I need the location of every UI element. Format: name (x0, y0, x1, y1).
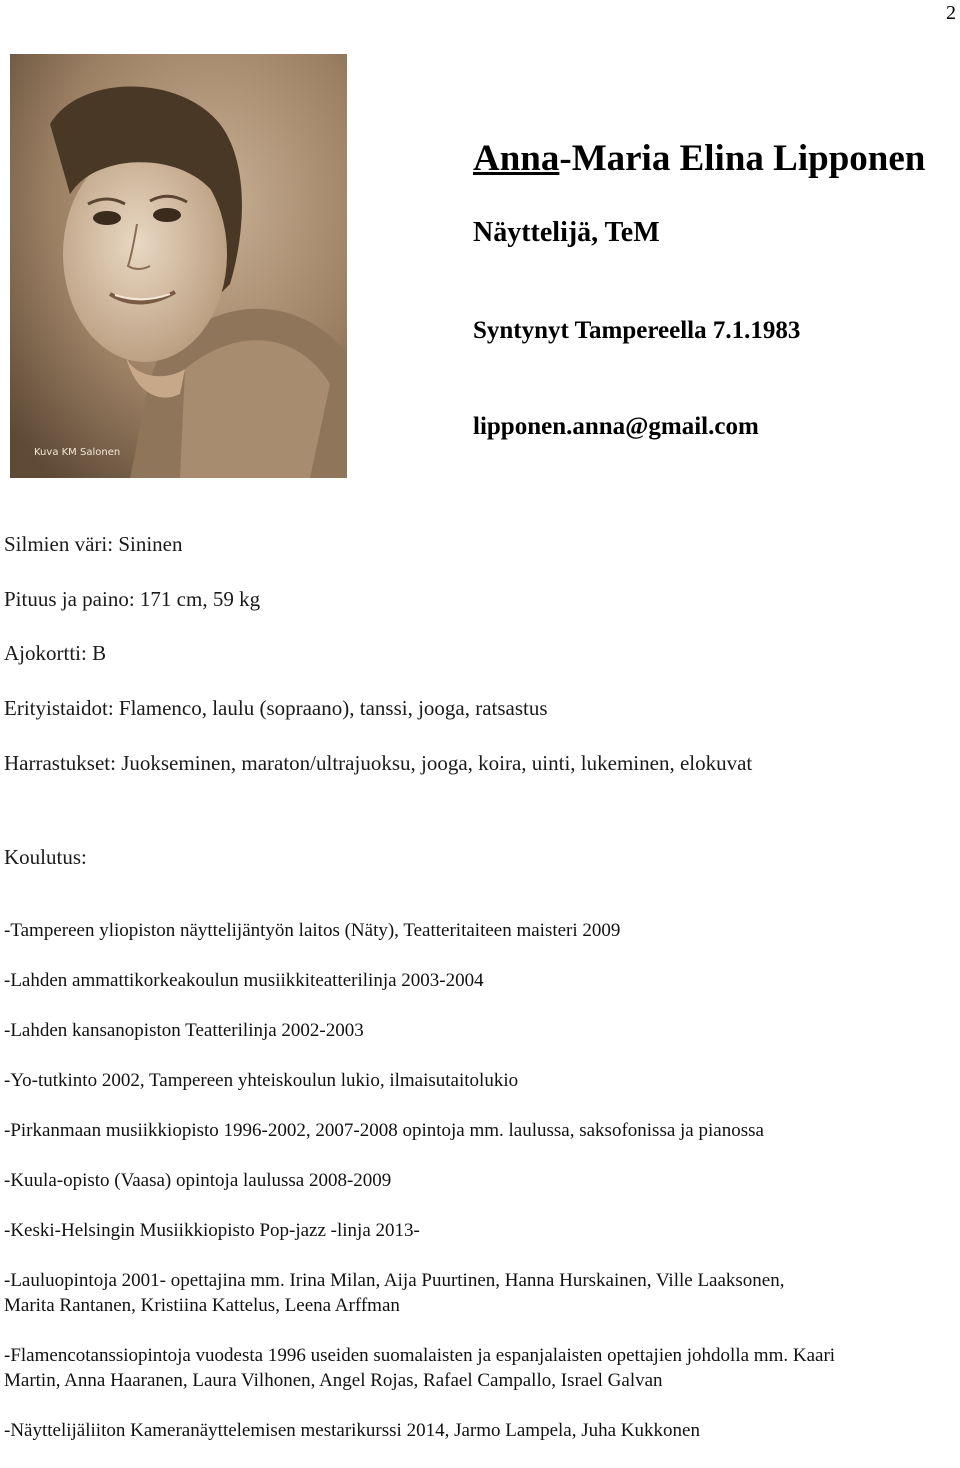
education-item (4, 1018, 954, 1043)
education-line: -Keski-Helsingin Musiikkiopisto Pop-jazz -linja 2013- (4, 1220, 420, 1241)
education-item (4, 1168, 954, 1193)
education-item (4, 968, 954, 993)
name-first: Anna (473, 138, 560, 179)
education-item (4, 1418, 954, 1443)
education-line: -Näyttelijäliiton Kameranäyttelemisen mestarikurssi 2014, Jarmo Lampela, Juha Kukkonen (4, 1420, 700, 1441)
special-skills: Erityistaidot: Flamenco, laulu (sopraano), tanssi, jooga, ratsastus (4, 696, 548, 720)
education-item (4, 1343, 954, 1393)
portrait-photo (10, 54, 347, 478)
birth-info: Syntynyt Tampereella 7.1.1983 (473, 317, 801, 344)
page-number: 2 (946, 2, 956, 24)
education-line: -Tampereen yliopiston näyttelijäntyön laitos (Näty), Teatteritaiteen maisteri 2009 (4, 920, 621, 941)
person-name (473, 137, 925, 180)
education-item (4, 1068, 954, 1093)
education-line: -Flamencotanssiopintoja vuodesta 1996 useiden suomalaisten ja espanjalaisten opettajien johdolla mm. Kaari (4, 1345, 836, 1366)
driving-license: Ajokortti: B (4, 641, 107, 665)
education-item (4, 918, 954, 943)
education-heading: Koulutus: (4, 845, 87, 869)
education-line: -Lahden ammattikorkeakoulun musiikkiteatterilinja 2003-2004 (4, 970, 484, 991)
education-item (4, 1268, 954, 1318)
eye-color: Silmien väri: Sininen (4, 532, 183, 556)
education-line: -Kuula-opisto (Vaasa) opintoja laulussa 2008-2009 (4, 1170, 392, 1191)
hobbies: Harrastukset: Juokseminen, maraton/ultrajuoksu, jooga, koira, uinti, lukeminen, elokuvat (4, 751, 753, 775)
name-rest: -Maria Elina Lipponen (559, 138, 926, 179)
education-line: Martin, Anna Haaranen, Laura Vilhonen, Angel Rojas, Rafael Campallo, Israel Galvan (4, 1370, 663, 1391)
portrait-image (10, 54, 347, 478)
education-line: -Pirkanmaan musiikkiopisto 1996-2002, 2007-2008 opintoja mm. laulussa, saksofonissa ja pianossa (4, 1120, 764, 1141)
education-line: Marita Rantanen, Kristiina Kattelus, Leena Arffman (4, 1295, 400, 1316)
education-item (4, 1118, 954, 1143)
education-line: -Lauluopintoja 2001- opettajina mm. Irina Milan, Aija Puurtinen, Hanna Hurskainen, Ville Laaksonen, (4, 1270, 785, 1291)
education-line: -Lahden kansanopiston Teatterilinja 2002-2003 (4, 1020, 364, 1041)
email-address: lipponen.anna@gmail.com (473, 413, 759, 440)
profession-title: Näyttelijä, TeM (473, 217, 660, 248)
height-weight: Pituus ja paino: 171 cm, 59 kg (4, 587, 261, 611)
education-item (4, 1218, 954, 1243)
education-line: -Yo-tutkinto 2002, Tampereen yhteiskoulun lukio, ilmaisutaitolukio (4, 1070, 519, 1091)
education-list (4, 918, 954, 1468)
photo-credit: Kuva KM Salonen (34, 447, 121, 458)
